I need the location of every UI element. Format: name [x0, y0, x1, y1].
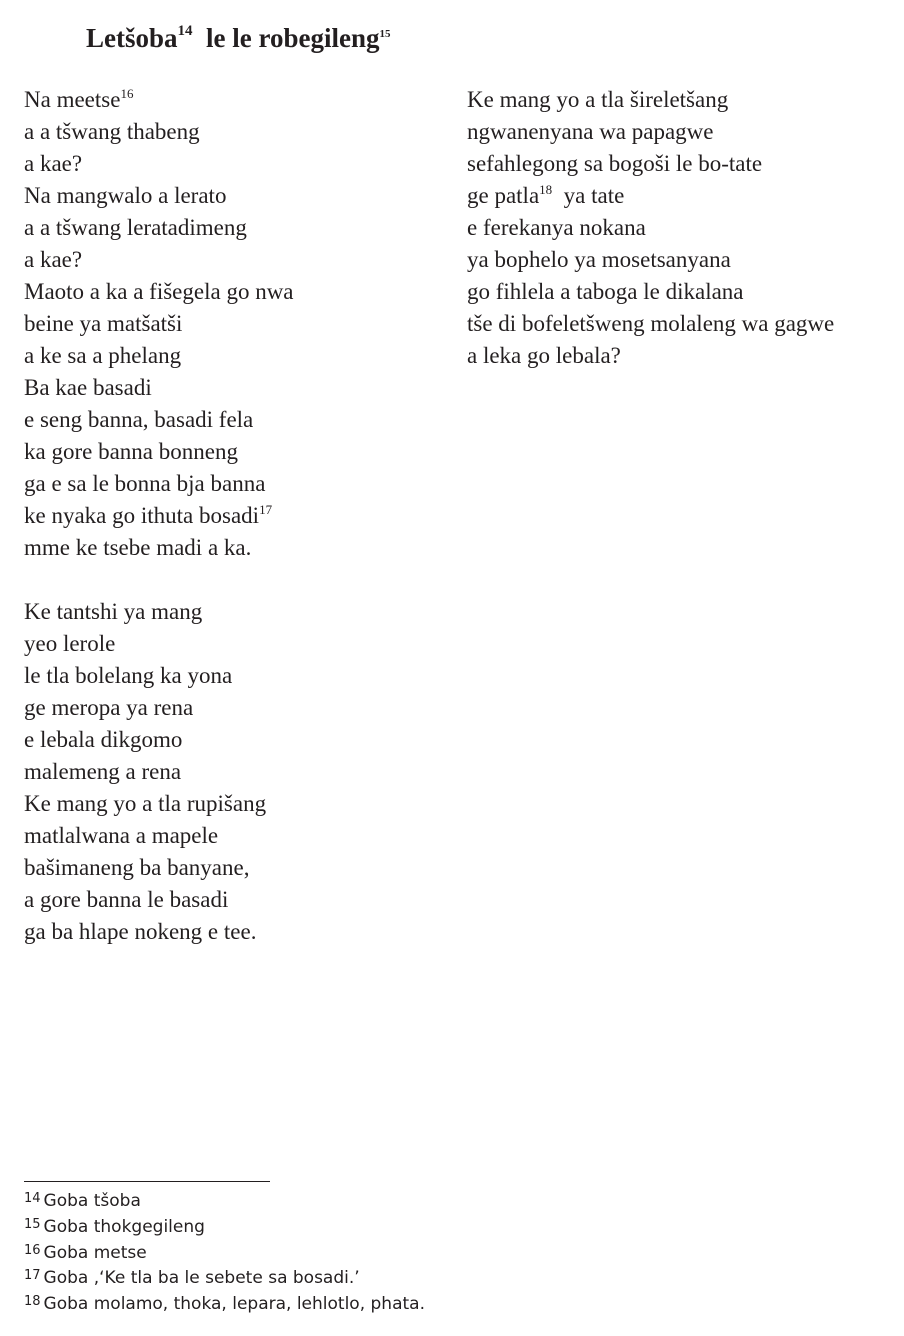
footnote-number: 14 — [24, 1191, 41, 1206]
poem-line: mme ke tsebe madi a ka. — [24, 535, 252, 560]
poem-line: Na meetse$^{16}$ — [24, 86, 134, 112]
footnote-number: 18 — [24, 1294, 41, 1310]
poem-line: matlalwana a mapele — [24, 823, 219, 848]
poem-line: go fihlela a taboga le dikalana — [467, 279, 744, 304]
poem-column-right — [467, 84, 834, 372]
poem-line: e lebala dikgomo — [24, 727, 183, 752]
poem-line: yeo lerole — [24, 631, 116, 656]
poem-line: e ferekanya nokana — [467, 215, 646, 240]
footnote-text: Goba ,‘Ke tla ba le sebete sa bosadi.’ — [43, 1268, 360, 1289]
footnote-ref: 16 — [120, 86, 134, 101]
title-text: Letšoba — [86, 23, 178, 53]
footnote-text: Goba tšoba — [43, 1191, 141, 1211]
poem-line: Ke mang yo a tla šireletšang — [467, 87, 729, 112]
title-footnote-ref: 14 — [177, 23, 193, 39]
footnote-divider — [24, 1181, 270, 1182]
poem-line: a kae? — [24, 247, 83, 272]
poem-title — [86, 20, 391, 56]
footnote-text: Goba thokgegileng — [43, 1216, 205, 1237]
poem-line: ge patla$^{18}$ ya tate — [467, 182, 625, 208]
poem-line: a kae? — [24, 151, 83, 176]
poem-line: ngwanenyana wa papagwe — [467, 119, 714, 144]
poem-line: Na mangwalo a lerato — [24, 183, 227, 208]
footnote — [24, 1186, 425, 1212]
title-text-rest: le le robegileng — [206, 23, 380, 53]
poem-line: ke nyaka go ithuta bosadi$^{17}$ — [24, 502, 273, 528]
stanza — [24, 84, 294, 564]
poem-line: a a tšwang thabeng — [24, 119, 200, 144]
poem-line: ga ba hlape nokeng e tee. — [24, 919, 257, 944]
poem-line: e seng banna, basadi fela — [24, 407, 254, 432]
poem-column-left — [24, 84, 294, 948]
footnote-ref: 18 — [539, 182, 553, 197]
poem-line: tše di bofeletšweng molaleng wa gagwe — [467, 311, 835, 336]
poem-line: ka gore banna bonneng — [24, 439, 238, 464]
poem-line: Ke tantshi ya mang — [24, 599, 203, 624]
stanza — [467, 84, 834, 372]
poem-line: a leka go lebala? — [467, 343, 621, 368]
footnote-number: 15 — [24, 1216, 41, 1232]
poem-line: a gore banna le basadi — [24, 887, 229, 912]
poem-line: beine ya matšatši — [24, 311, 183, 336]
poem-line: malemeng a rena — [24, 759, 182, 784]
footnote — [24, 1212, 425, 1238]
footnote — [24, 1238, 425, 1264]
poem-line: a ke sa a phelang — [24, 343, 182, 368]
footnote — [24, 1289, 425, 1315]
footnote-text: Goba molamo, thoka, lepara, lehlotlo, phata. — [43, 1294, 425, 1315]
stanza-break — [24, 564, 294, 596]
footnote-text: Goba metse — [43, 1242, 147, 1263]
poem-line: ge meropa ya rena — [24, 695, 194, 720]
stanza — [24, 596, 294, 948]
poem-line: ga e sa le bonna bja banna — [24, 471, 266, 496]
footnote-number: 17 — [24, 1268, 41, 1284]
poem-line: Ba kae basadi — [24, 375, 152, 400]
title-footnote-ref: 15 — [379, 28, 391, 40]
poem-line: Ke mang yo a tla rupišang — [24, 791, 267, 816]
poem-line: a a tšwang leratadimeng — [24, 215, 247, 240]
poem-line: bašimaneng ba banyane, — [24, 855, 250, 880]
poem-line: ya bophelo ya mosetsanyana — [467, 247, 731, 272]
poem-line: Maoto a ka a fišegela go nwa — [24, 279, 294, 304]
footnote-ref: 17 — [259, 502, 273, 517]
poem-line: sefahlegong sa bogoši le bo-tate — [467, 151, 763, 176]
footnotes — [24, 1186, 425, 1315]
poem-line: le tla bolelang ka yona — [24, 663, 233, 688]
footnote — [24, 1263, 425, 1289]
footnote-number: 16 — [24, 1242, 41, 1258]
